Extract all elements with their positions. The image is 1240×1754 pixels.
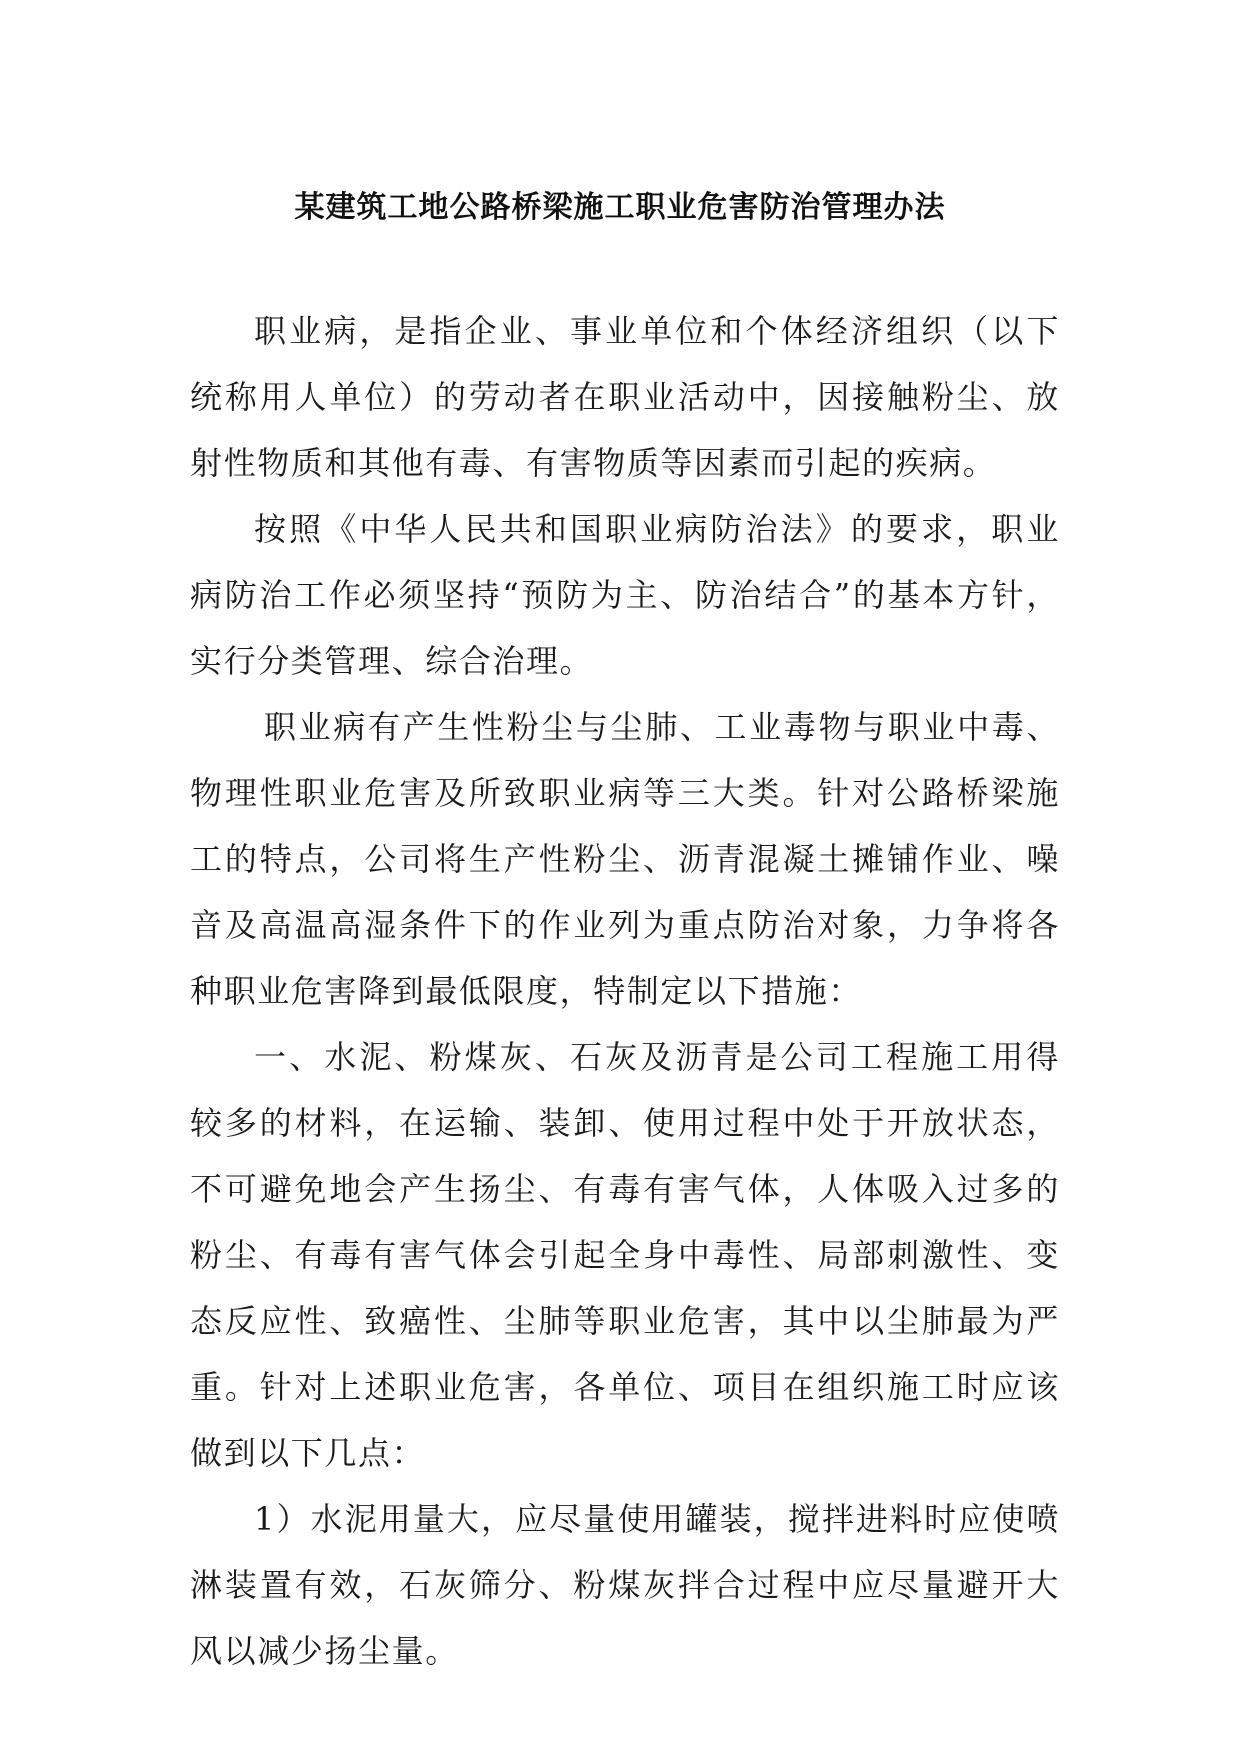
paragraph-section-one-materials: 一、水泥、粉煤灰、石灰及沥青是公司工程施工用得较多的材料，在运输、装卸、使用过程中处于开放状态，不可避免地会产生扬尘、有毒有害气体，人体吸入过多的粉尘、有毒有害气体会引起全身中毒性、局部刺激性、变态反应性、致癌性、尘肺等职业危害，其中以尘肺最为严重。针对上述职业危害，各单位、项目在组织施工时应该做到以下几点：	[190, 1038, 1060, 1472]
paragraph-item-cement: 1）水泥用量大，应尽量使用罐装，搅拌进料时应使喷淋装置有效，石灰筛分、粉煤灰拌合过程中应尽量避开大风以减少扬尘量。	[190, 1500, 1060, 1670]
document-title: 某建筑工地公路桥梁施工职业危害防治管理办法	[294, 190, 946, 225]
paragraph-prevention-law: 按照《中华人民共和国职业病防治法》的要求，职业病防治工作必须坚持“预防为主、防治结合”的基本方针，实行分类管理、综合治理。	[190, 510, 1060, 680]
document-body	[190, 298, 1060, 1684]
paragraph-occupational-disease-definition: 职业病，是指企业、事业单位和个体经济组织（以下统称用人单位）的劳动者在职业活动中，因接触粉尘、放射性物质和其他有毒、有害物质等因素而引起的疾病。	[190, 312, 1060, 482]
paragraph-disease-categories: 职业病有产生性粉尘与尘肺、工业毒物与职业中毒、物理性职业危害及所致职业病等三大类。针对公路桥梁施工的特点，公司将生产性粉尘、沥青混凝土摊铺作业、噪音及高温高湿条件下的作业列为重点防治对象，力争将各种职业危害降到最低限度，特制定以下措施：	[190, 708, 1060, 1010]
